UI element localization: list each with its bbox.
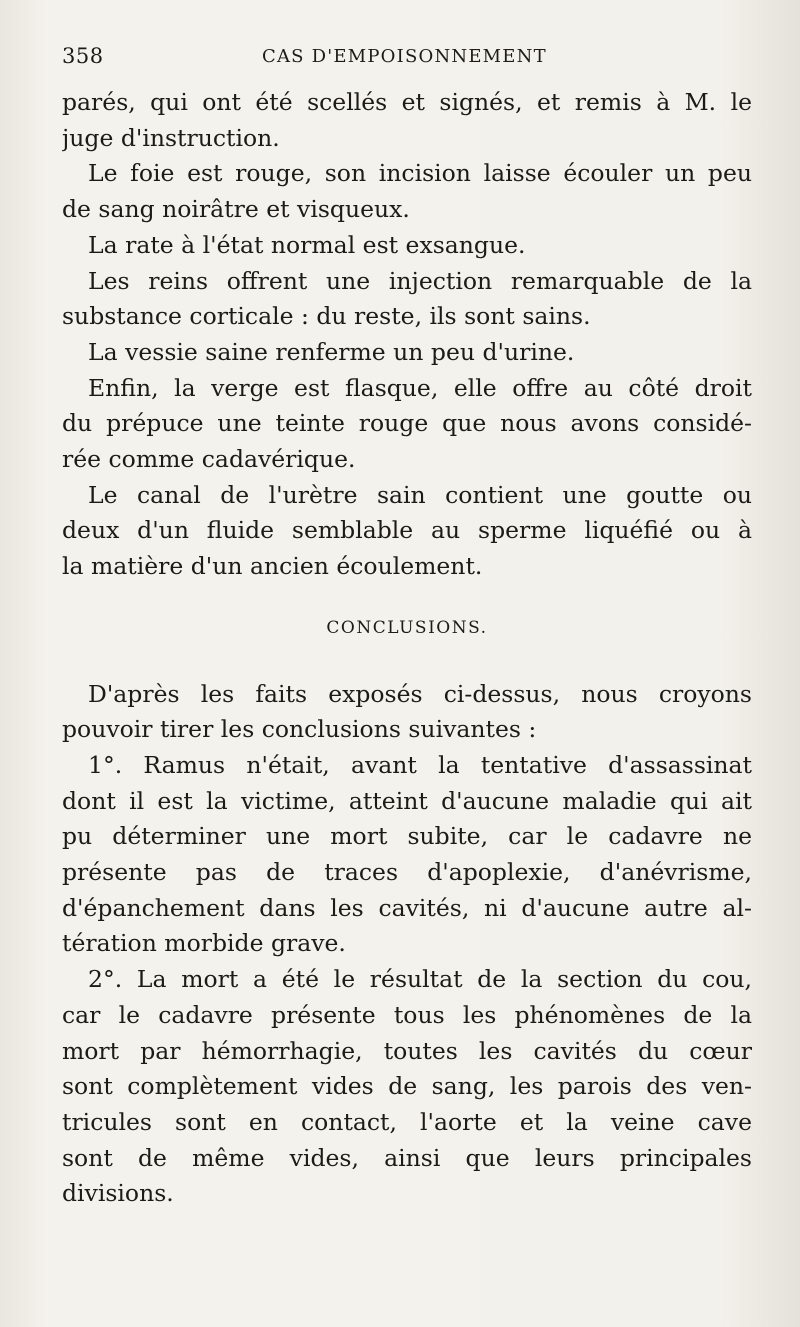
text-line: parés, qui ont été scellés et signés, et remis à M. le (62, 88, 752, 116)
text-line: divisions. (62, 1179, 174, 1208)
text-line: présente pas de traces d'apoplexie, d'anévrisme, (62, 858, 752, 887)
text-line: de sang noirâtre et visqueux. (62, 195, 410, 224)
text-line: tération morbide grave. (62, 929, 346, 958)
text-line: D'après les faits exposés ci-dessus, nous croyons (88, 679, 752, 708)
text-line: car le cadavre présente tous les phénomènes de la (62, 1000, 752, 1029)
text-line: Le foie est rouge, son incision laisse écouler un peu (88, 159, 752, 188)
text-line: Les reins offrent une injection remarquable de la (88, 266, 752, 295)
page-number: 358 (62, 44, 104, 68)
text-line: rée comme cadavérique. (62, 445, 356, 474)
text-line: dont il est la victime, atteint d'aucune maladie qui ait (62, 786, 752, 815)
text-line: juge d'instruction. (62, 123, 280, 152)
text-line: d'épanchement dans les cavités, ni d'aucune autre al- (62, 893, 752, 922)
text-line: La rate à l'état normal est exsangue. (88, 230, 526, 259)
running-head: CAS D'EMPOISONNEMENT (262, 46, 547, 67)
text-line: sont complètement vides de sang, les parois des ven- (62, 1072, 752, 1101)
text-line: La vessie saine renferme un peu d'urine. (88, 337, 575, 366)
text-line: du prépuce une teinte rouge que nous avons considé- (62, 409, 752, 438)
text-line: mort par hémorrhagie, toutes les cavités du cœur (62, 1036, 752, 1065)
text-line: la matière d'un ancien écoulement. (62, 552, 483, 581)
text-line: Le canal de l'urètre sain contient une goutte ou (88, 480, 752, 509)
text-line: substance corticale : du reste, ils sont sains. (62, 302, 591, 331)
section-heading: CONCLUSIONS. (326, 617, 488, 638)
text-line: Enfin, la verge est flasque, elle offre au côté droit (88, 373, 752, 402)
text-line: pouvoir tirer les conclusions suivantes : (62, 715, 537, 744)
text-line: 2°. La mort a été le résultat de la section du cou, (88, 965, 752, 994)
page-header (62, 44, 752, 74)
text-line: deux d'un fluide semblable au sperme liquéfié ou à (62, 516, 752, 545)
text-line: pu déterminer une mort subite, car le cadavre ne (62, 822, 752, 851)
text-line: sont de même vides, ainsi que leurs principales (62, 1143, 752, 1172)
text-line: tricules sont en contact, l'aorte et la veine cave (62, 1107, 752, 1136)
body-text (62, 85, 752, 1212)
text-line: 1°. Ramus n'était, avant la tentative d'assassinat (88, 750, 752, 779)
